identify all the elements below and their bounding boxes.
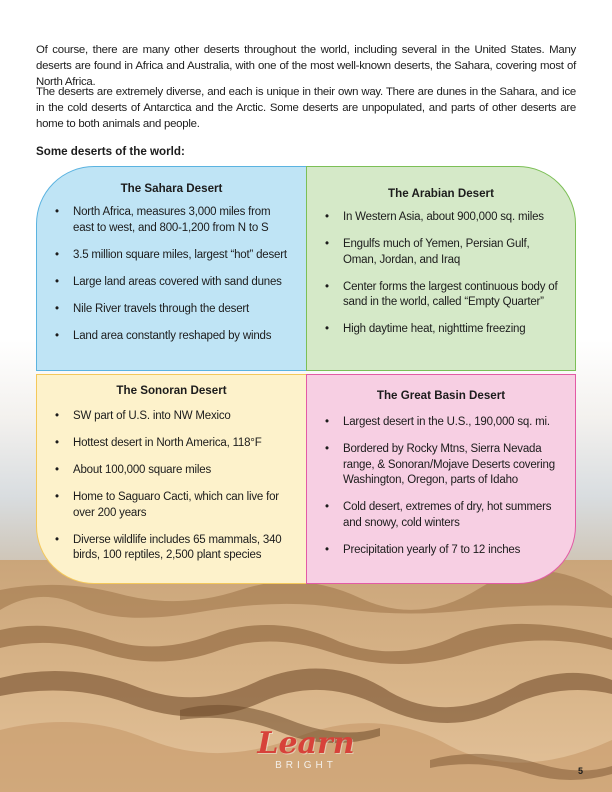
great-basin-fact: • Precipitation yearly of 7 to 12 inches bbox=[321, 543, 561, 559]
great-basin-fact: • Cold desert, extremes of dry, hot summers and snowy, cold winters bbox=[321, 500, 561, 531]
logo-word: Learn bbox=[257, 726, 355, 761]
great-basin-fact-list bbox=[321, 415, 561, 558]
sonoran-fact: • Diverse wildlife includes 65 mammals, 340 birds, 100 reptiles, 2,500 plant species bbox=[51, 533, 292, 564]
sonoran-fact: • Home to Saguaro Cacti, which can live for over 200 years bbox=[51, 490, 292, 521]
great-basin-title: The Great Basin Desert bbox=[376, 389, 506, 402]
learn-bright-logo bbox=[250, 728, 362, 784]
sonoran-fact-list bbox=[51, 409, 292, 564]
logo-subword: BRIGHT bbox=[275, 760, 337, 771]
sonoran-desert-box bbox=[36, 374, 307, 584]
sonoran-fact: • Hottest desert in North America, 118°F bbox=[51, 436, 292, 452]
great-basin-fact: • Largest desert in the U.S., 190,000 sq. mi. bbox=[321, 415, 561, 431]
page-number: 5 bbox=[578, 766, 584, 776]
sahara-fact: • Large land areas covered with sand dunes bbox=[51, 275, 292, 291]
sahara-title: The Sahara Desert bbox=[120, 182, 223, 195]
great-basin-fact: • Bordered by Rocky Mtns, Sierra Nevada range, & Sonoran/Mojave Deserts covering Washington, Oregon, parts of Idaho bbox=[321, 442, 561, 489]
arabian-fact: • High daytime heat, nighttime freezing bbox=[321, 322, 561, 338]
great-basin-desert-box bbox=[306, 374, 576, 584]
sahara-fact: • Land area constantly reshaped by winds bbox=[51, 329, 292, 345]
arabian-fact: • Engulfs much of Yemen, Persian Gulf, Oman, Jordan, and Iraq bbox=[321, 237, 561, 268]
intro-paragraph-2: The deserts are extremely diverse, and each is unique in their own way. There are dunes in the Sahara, and ice in the cold deserts of Antarctica and the Arctic. Some deserts are unpopulated, and parts of other deserts are home to both animals and people. bbox=[36, 86, 576, 130]
arabian-fact-list bbox=[321, 210, 561, 338]
sahara-fact: • North Africa, measures 3,000 miles from east to west, and 800-1,200 from N to S bbox=[51, 205, 292, 236]
sonoran-title: The Sonoran Desert bbox=[116, 384, 227, 397]
arabian-title: The Arabian Desert bbox=[388, 187, 494, 200]
sahara-fact-list bbox=[51, 205, 292, 344]
sahara-desert-box bbox=[36, 166, 307, 371]
sahara-fact: • Nile River travels through the desert bbox=[51, 302, 292, 318]
arabian-desert-box bbox=[306, 166, 576, 371]
sonoran-fact: • About 100,000 square miles bbox=[51, 463, 292, 479]
intro-paragraph-1: Of course, there are many other deserts throughout the world, including several in the United States. Many deserts are found in Africa and Australia, with one of the most well-known deserts, the Sahara, covering most of North Africa. bbox=[36, 44, 576, 88]
arabian-fact: • Center forms the largest continuous body of sand in the world, called “Empty Quarter” bbox=[321, 280, 561, 311]
deserts-heading: Some deserts of the world: bbox=[36, 145, 185, 158]
sahara-fact: • 3.5 million square miles, largest “hot” desert bbox=[51, 248, 292, 264]
sonoran-fact: • SW part of U.S. into NW Mexico bbox=[51, 409, 292, 425]
arabian-fact: • In Western Asia, about 900,000 sq. miles bbox=[321, 210, 561, 226]
